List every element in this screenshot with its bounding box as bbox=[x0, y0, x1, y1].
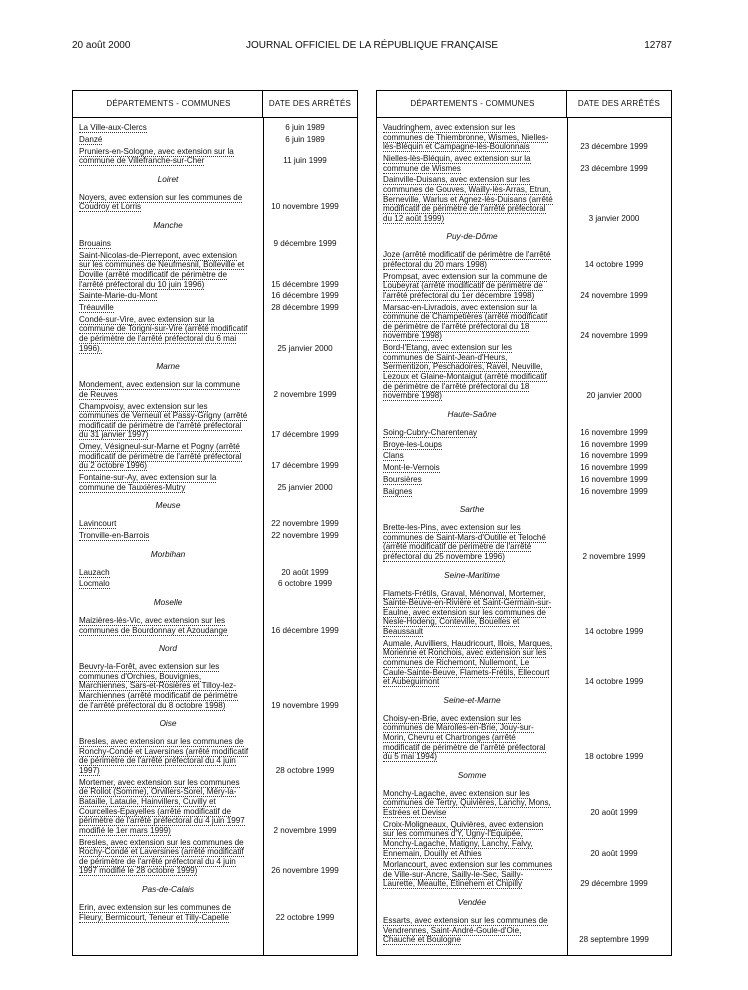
date-text: 26 novembre 1999 bbox=[271, 866, 339, 876]
table-row bbox=[73, 135, 357, 145]
commune-text: Sainte-Marie-du-Mont bbox=[79, 291, 158, 301]
date-text: 6 juin 1989 bbox=[285, 134, 325, 144]
commune-cell bbox=[377, 860, 557, 889]
commune-text: Condé-sur-Vire, avec extension sur la commune de Torigni-sur-Vire (arrêté modificatif de périmètre de l'arrêté préfectoral du 6 mai 1996). bbox=[79, 314, 248, 353]
date-cell bbox=[557, 451, 671, 461]
date-text: 14 octobre 1999 bbox=[584, 627, 644, 637]
column-header-date: DATE DES ARRÊTÉS bbox=[566, 91, 671, 118]
commune-text: Pruniers-en-Sologne, avec extension sur la commune de Villefranche-sur-Cher bbox=[79, 146, 234, 166]
date-text: 3 janvier 2000 bbox=[588, 213, 640, 223]
date-text: 20 août 1999 bbox=[590, 848, 638, 858]
date-text: 16 novembre 1999 bbox=[580, 474, 648, 484]
commune-cell bbox=[73, 531, 253, 541]
commune-text: Beuvry-la-Forêt, avec extension sur les communes d'Orchies, Bouvignies, Marchiennes, Sars-et-Rosières et Tilloy-lez-Marchiennes (arrêté modificatif de périmètre de l'arrêté préfectoral du 8 octobre 1998) bbox=[79, 662, 238, 710]
commune-cell bbox=[73, 251, 253, 289]
date-cell bbox=[253, 251, 357, 289]
date-text: 28 décembre 1999 bbox=[271, 303, 339, 313]
commune-cell bbox=[73, 380, 253, 399]
date-text: 15 décembre 1999 bbox=[271, 279, 339, 289]
date-cell bbox=[253, 531, 357, 541]
date-cell bbox=[557, 860, 671, 889]
commune-cell bbox=[377, 440, 557, 450]
commune-text: Brouains bbox=[79, 238, 111, 248]
commune-cell bbox=[377, 589, 557, 637]
commune-text: Soing-Cubry-Charentenay bbox=[383, 427, 478, 437]
date-cell bbox=[253, 380, 357, 399]
commune-cell bbox=[377, 475, 557, 485]
date-text: 14 octobre 1999 bbox=[584, 259, 644, 269]
date-text: 22 novembre 1999 bbox=[271, 519, 339, 529]
commune-text: Tréauville bbox=[79, 303, 114, 313]
date-text: 22 novembre 1999 bbox=[271, 531, 339, 541]
table-row bbox=[377, 487, 671, 497]
page-header bbox=[72, 40, 672, 54]
commune-text: La Ville-aux-Clercs bbox=[79, 123, 147, 132]
commune-text: Monchy-Lagache, avec extension sur les communes de Tertry, Quivières, Lanchy, Mons, Estrées et Devise bbox=[383, 788, 551, 817]
date-text: 14 octobre 1999 bbox=[584, 677, 644, 687]
date-cell bbox=[253, 193, 357, 212]
date-text: 22 octobre 1999 bbox=[275, 912, 335, 922]
date-cell bbox=[253, 135, 357, 145]
table-row bbox=[377, 916, 671, 945]
commune-cell bbox=[73, 778, 253, 836]
date-cell bbox=[253, 442, 357, 471]
date-text: 28 octobre 1999 bbox=[275, 766, 335, 775]
date-text: 23 décembre 1999 bbox=[580, 142, 648, 152]
commune-cell bbox=[377, 820, 557, 858]
date-cell bbox=[557, 475, 671, 485]
date-text: 20 août 1999 bbox=[281, 567, 329, 577]
date-cell bbox=[557, 523, 671, 561]
commune-text: Lavincourt bbox=[79, 519, 117, 529]
commune-cell bbox=[73, 303, 253, 313]
table-row bbox=[377, 428, 671, 438]
department-heading: Moselle bbox=[153, 597, 183, 608]
date-cell bbox=[253, 778, 357, 836]
commune-cell bbox=[377, 523, 557, 561]
date-cell bbox=[557, 589, 671, 637]
right-rows bbox=[377, 123, 671, 947]
commune-text: Morlancourt, avec extension sur les communes de Ville-sur-Ancre, Sailly-le-Sec, Sailly-Laurette, Meaulte, Etinehem et Chipilly bbox=[383, 860, 553, 889]
date-text: 16 novembre 1999 bbox=[580, 486, 648, 496]
commune-text: Boursières bbox=[383, 474, 422, 484]
date-cell bbox=[253, 568, 357, 578]
commune-cell bbox=[73, 239, 253, 249]
commune-text: Baignes bbox=[383, 486, 413, 496]
commune-text: Bresles, avec extension sur les communes de Rochy-Condé et Laversines (arrêté modificatif de périmètre de l'arrêté préfectoral du 4 juin 1997 modifié le 28 octobre 1999) bbox=[79, 837, 244, 876]
table-row bbox=[73, 662, 357, 710]
commune-text: Tronville-en-Barrois bbox=[79, 531, 150, 541]
table-row bbox=[73, 838, 357, 876]
date-cell bbox=[253, 519, 357, 529]
table-row bbox=[73, 519, 357, 529]
table-row bbox=[73, 291, 357, 301]
date-text: 16 novembre 1999 bbox=[580, 439, 648, 449]
commune-cell bbox=[73, 402, 253, 440]
department-heading: Morbihan bbox=[150, 548, 186, 559]
commune-text: Brette-les-Pins, avec extension sur les communes de Saint-Mars-d'Outille et Teloché (arrêté modificatif de périmètre de l'arrêté préfectoral du 25 novembre 1996) bbox=[383, 523, 546, 562]
table-row bbox=[73, 778, 357, 836]
date-cell bbox=[557, 916, 671, 945]
date-text: 16 décembre 1999 bbox=[271, 291, 339, 301]
commune-text: Omey, Vésigneul-sur-Marne et Pogny (arrêté modificatif de périmètre de l'arrêté préfectoral du 2 octobre 1996) bbox=[79, 442, 242, 471]
date-cell bbox=[253, 903, 357, 922]
commune-text: Fontaine-sur-Ay, avec extension sur la commune de Tauxières-Mutry bbox=[79, 473, 217, 492]
department-heading: Nord bbox=[159, 643, 177, 654]
date-cell bbox=[253, 147, 357, 166]
date-text: 2 novembre 1999 bbox=[273, 825, 337, 835]
table-row bbox=[377, 123, 671, 152]
date-text: 6 octobre 1999 bbox=[277, 579, 332, 589]
commune-text: Maizières-lès-Vic, avec extension sur les communes de Bourdonnay et Azoudange bbox=[79, 616, 228, 635]
table-row bbox=[73, 193, 357, 212]
commune-cell bbox=[377, 175, 557, 223]
table-row bbox=[377, 475, 671, 485]
commune-cell bbox=[377, 463, 557, 473]
commune-cell bbox=[377, 916, 557, 945]
commune-text: Mont-le-Vernois bbox=[383, 463, 440, 473]
date-text: 9 décembre 1999 bbox=[273, 238, 337, 248]
date-text: 6 juin 1989 bbox=[285, 123, 325, 132]
date-text: 24 novembre 1999 bbox=[580, 331, 648, 341]
issue-date: 20 août 2000 bbox=[72, 40, 131, 51]
column-header-date: DATE DES ARRÊTÉS bbox=[262, 91, 357, 118]
table-row bbox=[377, 714, 671, 762]
table-row bbox=[377, 154, 671, 173]
date-cell bbox=[253, 838, 357, 876]
commune-cell bbox=[73, 579, 253, 589]
date-text: 16 novembre 1999 bbox=[580, 427, 648, 437]
date-cell bbox=[253, 239, 357, 249]
commune-cell bbox=[377, 451, 557, 461]
table-row bbox=[377, 343, 671, 401]
commune-cell bbox=[73, 737, 253, 775]
commune-text: Joze (arrêté modificatif de périmètre de l'arrêté préfectoral du 20 mars 1998) bbox=[383, 250, 551, 269]
table-row bbox=[377, 860, 671, 889]
commune-cell bbox=[73, 442, 253, 471]
date-cell bbox=[557, 789, 671, 818]
commune-cell bbox=[73, 568, 253, 578]
commune-cell bbox=[377, 123, 557, 152]
commune-cell bbox=[377, 303, 557, 341]
table-row bbox=[377, 451, 671, 461]
commune-cell bbox=[73, 135, 253, 145]
table-row bbox=[73, 239, 357, 249]
commune-text: Aumale, Auvilliers, Haudricourt, Illois, Marques, Morienne et Ronchois, avec extension sur les communes de Richemont, Nullemont, Le Caule-Sainte-Beuve, Flamets-Frétils, Ellecourt et Aubeguimont bbox=[383, 638, 553, 687]
date-cell bbox=[557, 303, 671, 341]
commune-cell bbox=[73, 123, 253, 133]
date-cell bbox=[557, 820, 671, 858]
date-cell bbox=[253, 473, 357, 492]
table-row bbox=[377, 175, 671, 223]
department-heading: Oise bbox=[159, 718, 177, 729]
table-row bbox=[73, 616, 357, 635]
table-row bbox=[377, 523, 671, 561]
table-row bbox=[73, 568, 357, 578]
commune-cell bbox=[73, 473, 253, 492]
date-text: 2 novembre 1999 bbox=[582, 552, 646, 562]
commune-cell bbox=[73, 838, 253, 876]
date-text: 29 décembre 1999 bbox=[580, 879, 648, 889]
department-heading: Manche bbox=[153, 219, 183, 230]
table-row bbox=[73, 303, 357, 313]
commune-text: Vaudringhem, avec extension sur les communes de Thiembronne, Wismes, Nielles-lès-Bléquin et Campagne-lès-Boulonnais bbox=[383, 123, 549, 152]
commune-cell bbox=[377, 343, 557, 401]
table-row bbox=[73, 147, 357, 166]
commune-text: Choisy-en-Brie, avec extension sur les communes de Marolles-en-Brie, Jouy-sur-Morin, Chevru et Chartronges (arrêté modificatif de périmètre de l'arrêté préfectoral du 5 mai 1994) bbox=[383, 713, 546, 762]
commune-cell bbox=[377, 789, 557, 818]
table-row bbox=[377, 250, 671, 269]
commune-text: Danzé bbox=[79, 134, 103, 144]
date-text: 20 janvier 2000 bbox=[586, 391, 642, 401]
date-cell bbox=[557, 463, 671, 473]
date-text: 16 novembre 1999 bbox=[580, 451, 648, 461]
table-row bbox=[73, 579, 357, 589]
date-text: 11 juin 1999 bbox=[283, 156, 327, 166]
department-heading: Puy-de-Dôme bbox=[446, 231, 498, 242]
department-heading: Sarthe bbox=[459, 504, 485, 515]
commune-cell bbox=[73, 147, 253, 166]
table-row bbox=[73, 402, 357, 440]
commune-cell bbox=[73, 519, 253, 529]
commune-cell bbox=[377, 272, 557, 301]
date-cell bbox=[557, 428, 671, 438]
department-heading: Meuse bbox=[155, 500, 181, 511]
commune-text: Dainville-Duisans, avec extension sur les communes de Gouves, Wailly-lès-Arras, Etrun, Berneville, Warlus et Agnez-lès-Duisans (arrêté modificatif de périmètre de l'arrêté préfectoral du 12 août 1999) bbox=[383, 175, 553, 223]
date-text: 24 novembre 1999 bbox=[580, 290, 648, 300]
commune-cell bbox=[377, 428, 557, 438]
date-text: 16 décembre 1999 bbox=[271, 625, 339, 635]
date-text: 19 novembre 1999 bbox=[271, 700, 339, 710]
commune-text: Mortemer, avec extension sur les communes de Rollot (Somme), Orvillers-Sorel, Méry-la-Bataille, Lataule, Hainvillers, Cuvilly et Courcelles-Epayelles (arrêté modificatif de périmètre de l'arrêté préfectoral du 4 juin 1997 modifié le 1er mars 1999) bbox=[79, 777, 245, 835]
commune-text: Erin, avec extension sur les communes de Fleury, Bermicourt, Teneur et Tilly-Capelle bbox=[79, 902, 232, 922]
department-heading: Somme bbox=[457, 769, 487, 780]
table-row bbox=[377, 272, 671, 301]
date-cell bbox=[253, 315, 357, 353]
date-cell bbox=[557, 272, 671, 301]
commune-cell bbox=[73, 616, 253, 635]
department-heading: Seine-et-Marne bbox=[443, 694, 501, 705]
commune-cell bbox=[377, 714, 557, 762]
date-cell bbox=[557, 250, 671, 269]
commune-text: Croix-Moligneaux, Quivières, avec extension sur les communes d'Y, Ugny-l'Equipée, Monchy-Lagache, Matigny, Lanchy, Falvy, Ennemain, Douilly et Athies bbox=[383, 819, 544, 858]
date-cell bbox=[253, 291, 357, 301]
page-number: 12787 bbox=[644, 40, 672, 51]
table-row bbox=[73, 473, 357, 492]
commune-text: Champvoisy, avec extension sur les communes de Verneuil et Passy-Grigny (arrêté modificatif de périmètre de l'arrêté préfectoral du 31 janvier 1997) bbox=[79, 401, 248, 440]
date-cell bbox=[557, 343, 671, 401]
date-text: 20 août 1999 bbox=[590, 807, 638, 817]
date-cell bbox=[557, 487, 671, 497]
column-header-communes: DÉPARTEMENTS - COMMUNES bbox=[377, 91, 568, 118]
right-table bbox=[376, 90, 672, 956]
left-rows bbox=[73, 123, 357, 924]
commune-text: Locmalo bbox=[79, 579, 110, 589]
date-cell bbox=[557, 154, 671, 173]
department-heading: Pas-de-Calais bbox=[141, 883, 195, 894]
commune-text: Essarts, avec extension sur les communes de Vendrennes, Saint-André-Goule-d'Oie, Chauché et Boulogne bbox=[383, 916, 548, 945]
date-cell bbox=[253, 737, 357, 775]
date-cell bbox=[557, 639, 671, 687]
table-row bbox=[73, 737, 357, 775]
table-row bbox=[377, 789, 671, 818]
table-row bbox=[377, 820, 671, 858]
date-cell bbox=[253, 579, 357, 589]
commune-text: Nielles-lès-Bléquin, avec extension sur la commune de Wismes bbox=[383, 153, 531, 173]
table-row bbox=[73, 380, 357, 399]
date-text: 25 janvier 2000 bbox=[277, 482, 333, 492]
date-text: 18 octobre 1999 bbox=[584, 752, 644, 762]
table-row bbox=[377, 589, 671, 637]
commune-cell bbox=[73, 662, 253, 710]
date-cell bbox=[557, 440, 671, 450]
commune-cell bbox=[73, 315, 253, 353]
commune-cell bbox=[377, 639, 557, 687]
table-row bbox=[73, 315, 357, 353]
commune-text: Prompsat, avec extension sur la commune de Loubeyrat (arrêté modificatif de périmètre de l'arrêté préfectoral du 1er décembre 1998) bbox=[383, 271, 548, 300]
date-text: 2 novembre 1999 bbox=[273, 389, 337, 399]
date-text: 25 janvier 2000 bbox=[277, 343, 333, 353]
table-row bbox=[73, 123, 357, 133]
date-cell bbox=[253, 616, 357, 635]
department-heading: Marne bbox=[156, 361, 180, 372]
commune-text: Saint-Nicolas-de-Pierrepont, avec extension sur les communes de Neufmesnil, Bolleville et Doville (arrêté modificatif de périmètre de l'arrêté préfectoral du 10 juin 1996) bbox=[79, 250, 245, 289]
commune-cell bbox=[377, 154, 557, 173]
date-text: 28 septembre 1999 bbox=[579, 935, 649, 945]
commune-cell bbox=[73, 291, 253, 301]
commune-text: Clans bbox=[383, 451, 404, 461]
commune-text: Bresles, avec extension sur les communes de Ronchy-Condé et Laversines (arrêté modificatif de périmètre de l'arrêté préfectoral du 4 juin 1997) bbox=[79, 737, 249, 775]
commune-cell bbox=[377, 487, 557, 497]
table-row bbox=[377, 440, 671, 450]
department-heading: Seine-Maritime bbox=[444, 569, 500, 580]
commune-text: Broye-les-Loups bbox=[383, 439, 442, 449]
table-row bbox=[377, 639, 671, 687]
commune-text: Flamets-Frétils, Graval, Ménonval, Mortemer, Sainte-Beuve-en-Rivière et Saint-Germain-sur-Eaulne, avec extension sur les communes de Nesle-Hodeng, Conteville, Bouelles et Beaussault bbox=[383, 588, 552, 637]
left-table bbox=[72, 90, 358, 956]
journal-title: JOURNAL OFFICIEL DE LA RÉPUBLIQUE FRANÇAISE bbox=[245, 40, 499, 51]
commune-cell bbox=[73, 903, 253, 922]
commune-text: Lauzach bbox=[79, 567, 110, 577]
date-cell bbox=[253, 303, 357, 313]
department-heading: Haute-Saône bbox=[447, 408, 497, 419]
department-heading: Vendée bbox=[457, 897, 487, 908]
column-header-communes: DÉPARTEMENTS - COMMUNES bbox=[73, 91, 264, 118]
date-cell bbox=[557, 175, 671, 223]
commune-cell bbox=[73, 193, 253, 212]
date-cell bbox=[253, 662, 357, 710]
date-cell bbox=[253, 123, 357, 133]
commune-text: Marsac-en-Livradois, avec extension sur la commune de Champetières (arrêté modificatif de périmètre de l'arrêté préfectoral du 18 novembre 1998) bbox=[383, 302, 548, 341]
table-row bbox=[377, 463, 671, 473]
date-text: 23 décembre 1999 bbox=[580, 163, 648, 173]
table-row bbox=[73, 442, 357, 471]
commune-cell bbox=[377, 250, 557, 269]
date-text: 17 décembre 1999 bbox=[271, 461, 339, 471]
table-row bbox=[73, 251, 357, 289]
table-row bbox=[73, 531, 357, 541]
commune-text: Noyers, avec extension sur les communes de Coudroy et Lorris bbox=[79, 192, 243, 212]
table-row bbox=[73, 903, 357, 922]
date-cell bbox=[557, 123, 671, 152]
date-text: 17 décembre 1999 bbox=[271, 430, 339, 440]
date-cell bbox=[253, 402, 357, 440]
commune-text: Mondement, avec extension sur la commune de Reuves bbox=[79, 380, 241, 399]
date-text: 16 novembre 1999 bbox=[580, 463, 648, 473]
department-heading: Loiret bbox=[157, 173, 179, 184]
commune-text: Bord-l'Etang, avec extension sur les communes de Saint-Jean-d'Heurs, Sermentizon, Peschadoires, Ravel, Neuville, Lezoux et Glaine-Montaigut (arrêté modificatif de périmètre de l'arrêté préfectoral du 18 novembre 1998) bbox=[383, 343, 547, 401]
table-row bbox=[377, 303, 671, 341]
date-text: 10 novembre 1999 bbox=[271, 202, 339, 212]
date-cell bbox=[557, 714, 671, 762]
